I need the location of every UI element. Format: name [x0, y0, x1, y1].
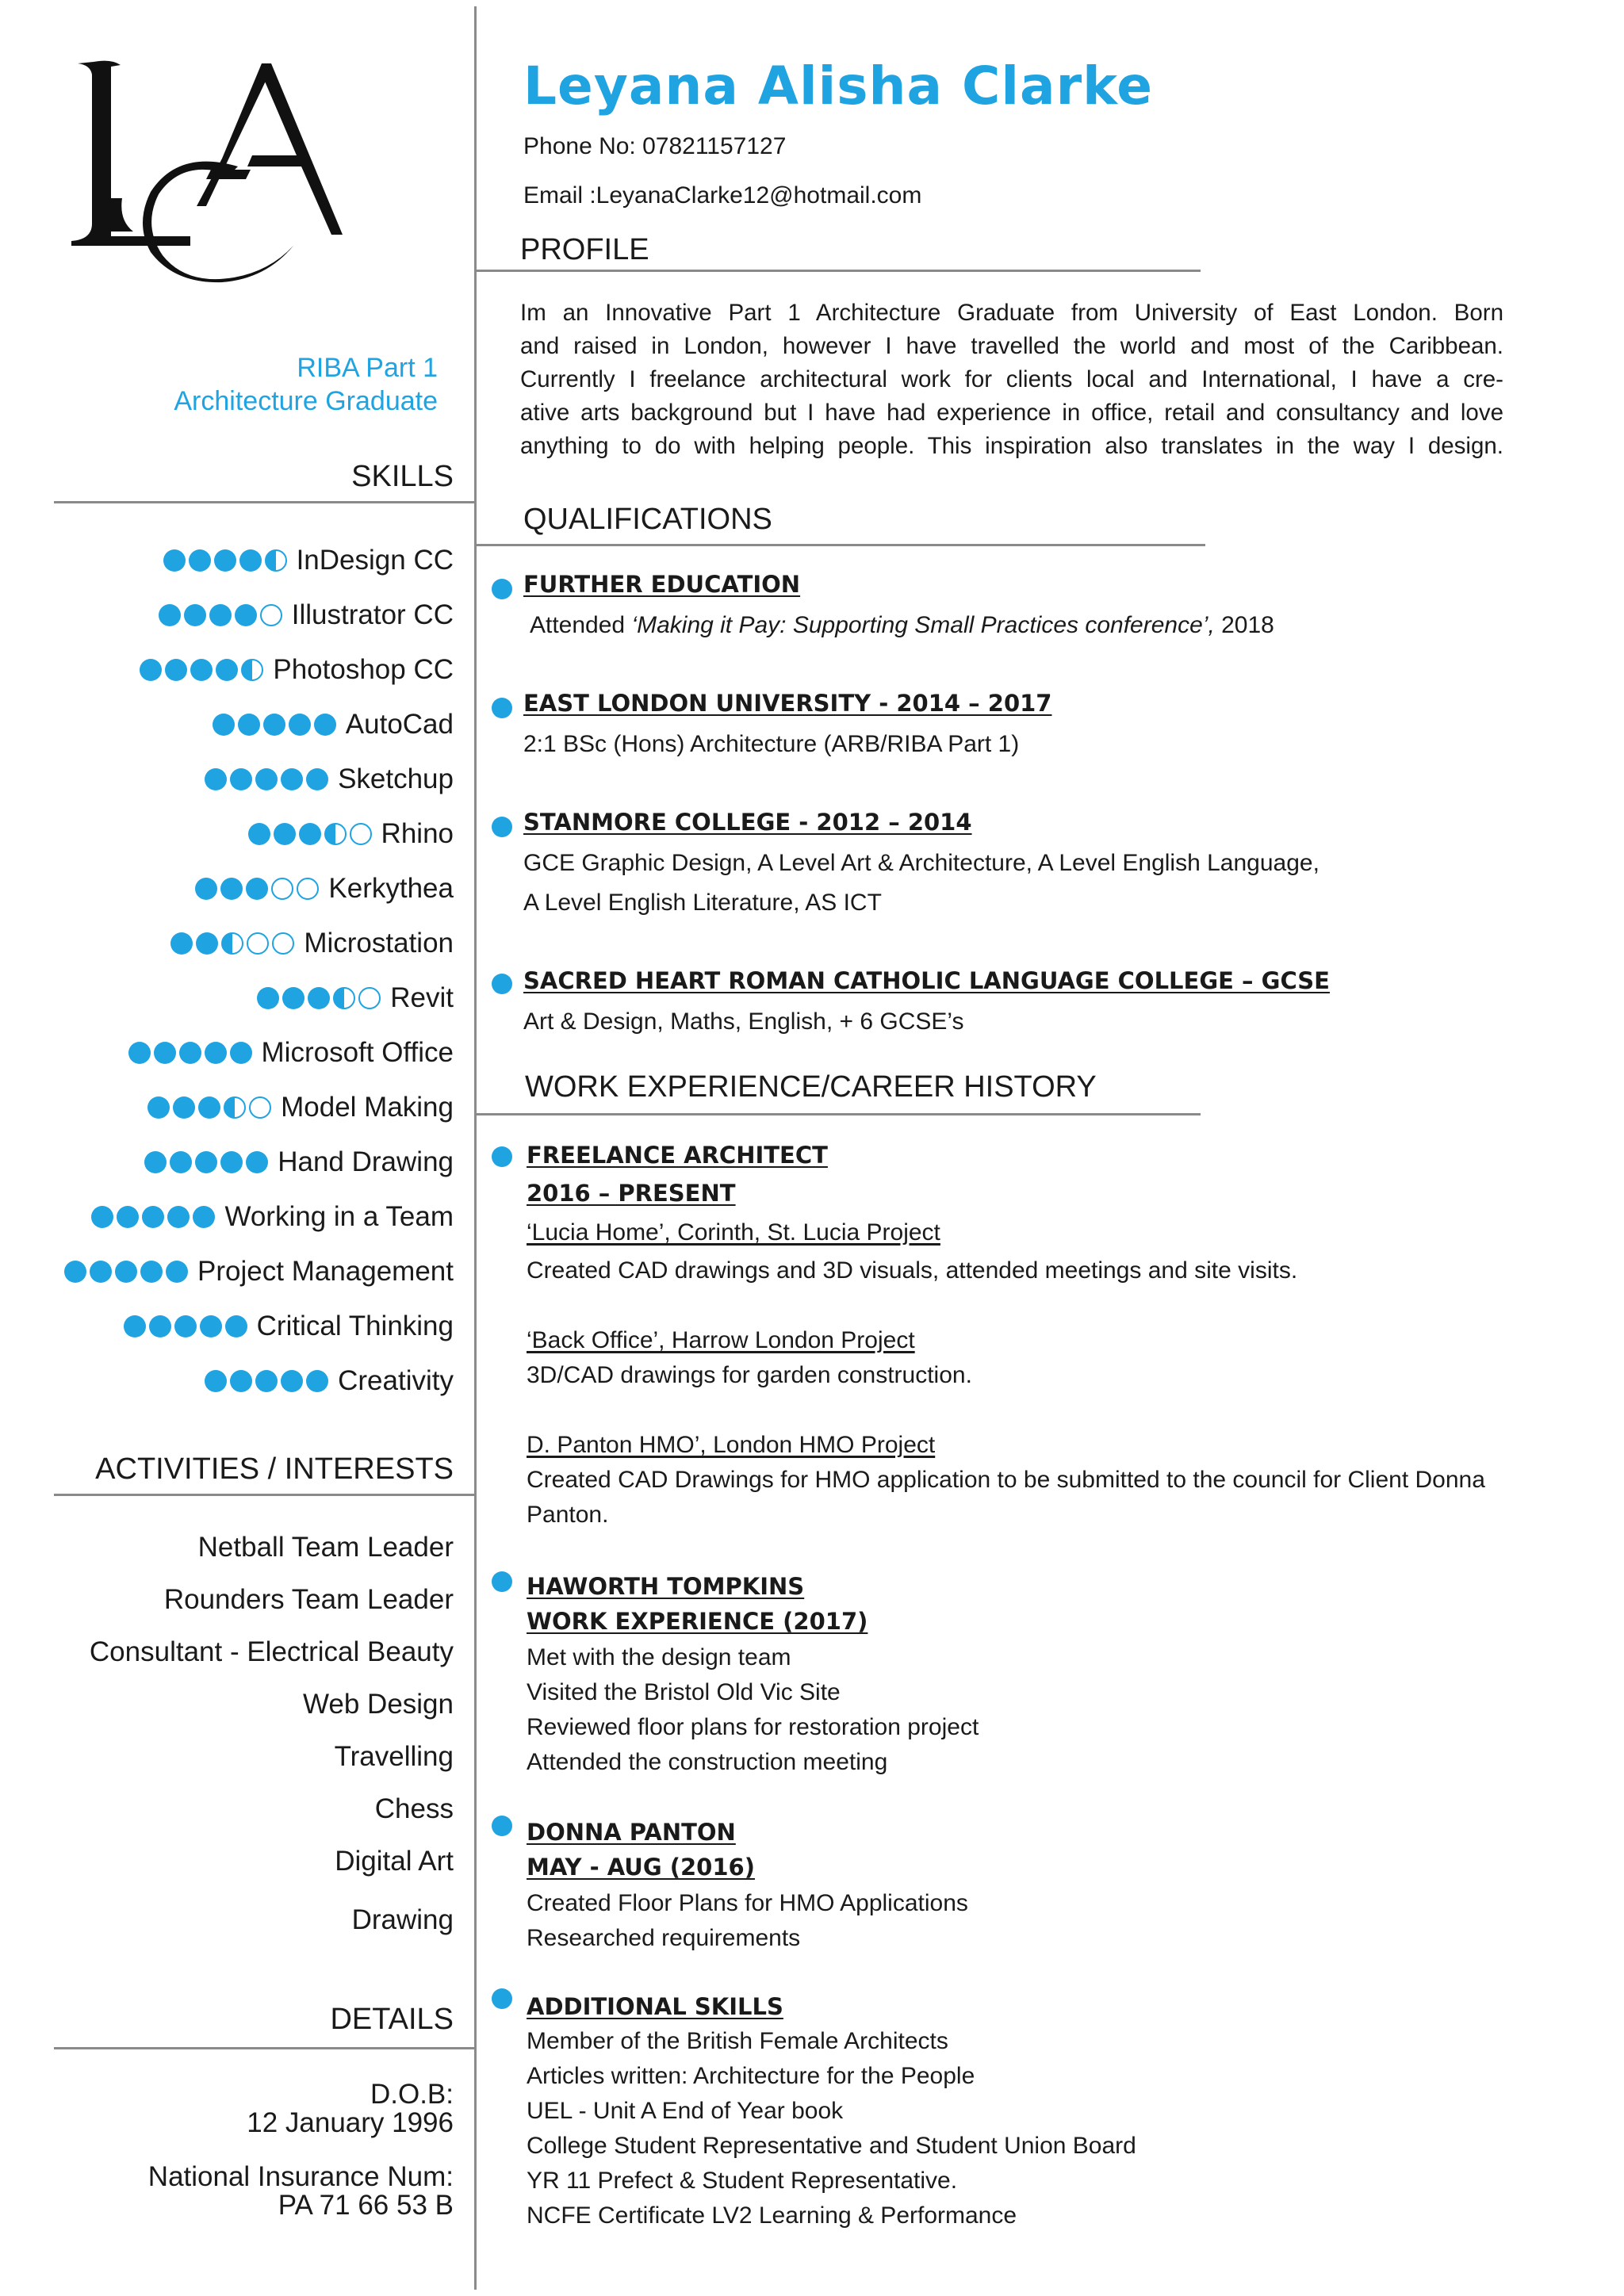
skill-item — [201, 1361, 454, 1401]
rating-dot-icon — [170, 932, 193, 955]
rating-dot-icon — [274, 823, 296, 845]
skill-rating — [209, 714, 336, 736]
dob-value: 12 January 1996 — [247, 2107, 454, 2138]
skill-rating — [192, 878, 319, 900]
rating-dot-icon — [230, 1042, 252, 1064]
skill-item — [254, 978, 454, 1018]
skill-item — [136, 650, 454, 690]
rating-dot-icon — [241, 659, 263, 681]
interest-item: Chess — [374, 1793, 454, 1824]
skill-rating — [125, 1042, 252, 1064]
rating-dot-icon — [91, 1206, 113, 1228]
rating-dot-icon — [230, 1370, 252, 1392]
rating-dot-icon — [193, 1206, 215, 1228]
project-title: D. Panton HMO’, London HMO Project — [527, 1432, 936, 1458]
monogram-logo — [63, 48, 349, 301]
rating-dot-icon — [196, 932, 218, 955]
rating-dot-icon — [209, 604, 232, 626]
skill-label: Critical Thinking — [256, 1311, 454, 1341]
rating-dot-icon — [216, 659, 238, 681]
section-title: ADDITIONAL SKILLS — [527, 1993, 783, 2020]
rating-dot-icon — [230, 768, 252, 790]
skill-label: Illustrator CC — [291, 599, 454, 630]
rating-dot-icon — [297, 878, 319, 900]
qualification-detail — [530, 612, 1274, 639]
rating-dot-icon — [263, 714, 285, 736]
rating-dot-icon — [140, 1261, 163, 1283]
skill-item — [201, 760, 454, 799]
qualification-title: EAST LONDON UNIVERSITY - 2014 – 2017 — [523, 690, 1052, 717]
qualifications-heading: QUALIFICATIONS — [523, 503, 772, 536]
qualification-detail: 2:1 BSc (Hons) Architecture (ARB/RIBA Part 1) — [523, 731, 1020, 757]
skill-item — [125, 1033, 454, 1073]
rating-dot-icon — [165, 659, 187, 681]
qualification-detail: GCE Graphic Design, A Level Art & Architecture, A Level English Language, — [523, 850, 1320, 876]
rating-dot-icon — [246, 878, 268, 900]
skill-rating — [201, 768, 328, 790]
rating-dot-icon — [159, 604, 181, 626]
interest-item: Rounders Team Leader — [163, 1584, 454, 1615]
rating-dot-icon — [205, 1370, 227, 1392]
rating-dot-icon — [247, 932, 269, 955]
work-heading: WORK EXPERIENCE/CAREER HISTORY — [525, 1070, 1097, 1104]
skill-rating — [61, 1261, 188, 1283]
skill-label: Kerkythea — [328, 873, 454, 904]
timeline-bullet — [492, 974, 512, 994]
rating-dot-icon — [189, 549, 211, 572]
rating-dot-icon — [170, 1151, 192, 1173]
rating-dot-icon — [282, 987, 304, 1009]
list-item: Created Floor Plans for HMO Applications — [527, 1890, 968, 1916]
rating-dot-icon — [90, 1261, 112, 1283]
rating-dot-icon — [184, 604, 206, 626]
skills-rule — [54, 501, 474, 503]
list-item: NCFE Certificate LV2 Learning & Performance — [527, 2202, 1017, 2229]
interest-item: Digital Art — [335, 1846, 454, 1877]
rating-dot-icon — [239, 549, 262, 572]
rating-dot-icon — [358, 987, 381, 1009]
list-item: YR 11 Prefect & Student Representative. — [527, 2168, 958, 2194]
phone-number: Phone No: 07821157127 — [523, 133, 787, 159]
rating-dot-icon — [248, 823, 270, 845]
ni-label: National Insurance Num: — [147, 2161, 454, 2192]
list-item: Met with the design team — [527, 1644, 791, 1670]
rating-dot-icon — [308, 987, 330, 1009]
rating-dot-icon — [190, 659, 213, 681]
rating-dot-icon — [265, 549, 287, 572]
job-title: DONNA PANTON — [527, 1819, 736, 1846]
rating-dot-icon — [333, 987, 355, 1009]
dob-label: D.O.B: — [370, 2079, 454, 2110]
ni-value: PA 71 66 53 B — [278, 2190, 454, 2221]
rating-dot-icon — [128, 1042, 151, 1064]
interest-item: Web Design — [302, 1689, 454, 1720]
rating-dot-icon — [213, 714, 235, 736]
rating-dot-icon — [149, 1315, 171, 1337]
skill-label: Microsoft Office — [261, 1037, 454, 1068]
rating-dot-icon — [221, 932, 243, 955]
skills-heading: SKILLS — [351, 460, 454, 493]
skill-item — [121, 1307, 454, 1346]
column-divider — [474, 6, 477, 2290]
rating-dot-icon — [224, 1096, 246, 1119]
rating-dot-icon — [140, 659, 162, 681]
subtitle-line-1: RIBA Part 1 — [297, 353, 438, 383]
rating-dot-icon — [249, 1096, 271, 1119]
timeline-bullet — [492, 817, 512, 837]
skill-item — [167, 924, 454, 963]
job-dates: WORK EXPERIENCE (2017) — [527, 1608, 868, 1635]
rating-dot-icon — [205, 768, 227, 790]
rating-dot-icon — [147, 1096, 170, 1119]
skill-label: Sketchup — [338, 763, 454, 794]
profile-line: and raised in London, however I have travelled the world and most of the Caribbean. — [520, 333, 1503, 359]
skill-rating — [245, 823, 372, 845]
profile-line: anything to do with helping people. This inspiration also translates in the way I design. — [520, 433, 1503, 459]
skill-label: Hand Drawing — [278, 1146, 454, 1177]
profile-line: ative arts background but I have had experience in office, retail and consultancy and love — [520, 400, 1503, 426]
rating-dot-icon — [179, 1042, 201, 1064]
rating-dot-icon — [225, 1315, 247, 1337]
rating-dot-icon — [299, 823, 321, 845]
skill-rating — [201, 1370, 328, 1392]
email-address: Email :LeyanaClarke12@hotmail.com — [523, 182, 922, 209]
details-rule — [54, 2047, 474, 2049]
skill-rating — [254, 987, 381, 1009]
qualification-title: FURTHER EDUCATION — [523, 571, 801, 598]
skill-label: Project Management — [197, 1256, 454, 1287]
project-title: ‘Lucia Home’, Corinth, St. Lucia Project — [527, 1219, 940, 1246]
skill-item — [88, 1197, 454, 1237]
skill-rating — [144, 1096, 271, 1119]
skill-label: Revit — [390, 982, 454, 1013]
list-item: College Student Representative and Student Union Board — [527, 2133, 1136, 2159]
timeline-bullet — [492, 1571, 512, 1592]
rating-dot-icon — [214, 549, 236, 572]
timeline-bullet — [492, 1146, 512, 1167]
skill-label: Microstation — [304, 928, 454, 959]
rating-dot-icon — [167, 1206, 190, 1228]
rating-dot-icon — [142, 1206, 164, 1228]
skill-label: Creativity — [338, 1365, 454, 1396]
rating-dot-icon — [350, 823, 372, 845]
skill-rating — [167, 932, 294, 955]
qualifications-rule — [476, 544, 1205, 546]
rating-dot-icon — [154, 1042, 176, 1064]
rating-dot-icon — [238, 714, 260, 736]
interests-heading: ACTIVITIES / INTERESTS — [95, 1452, 454, 1486]
rating-dot-icon — [271, 878, 293, 900]
rating-dot-icon — [257, 987, 279, 1009]
rating-dot-icon — [246, 1151, 268, 1173]
rating-dot-icon — [260, 604, 282, 626]
project-text: Created CAD Drawings for HMO application to be submitted to the council for Client Donna — [527, 1467, 1485, 1493]
timeline-bullet — [492, 1816, 512, 1836]
rating-dot-icon — [255, 768, 278, 790]
rating-dot-icon — [198, 1096, 220, 1119]
work-rule — [476, 1113, 1201, 1115]
rating-dot-icon — [281, 768, 303, 790]
candidate-name: Leyana Alisha Clarke — [523, 55, 1154, 117]
skill-item — [144, 1088, 454, 1127]
list-item: Attended the construction meeting — [527, 1749, 888, 1775]
skill-rating — [155, 604, 282, 626]
rating-dot-icon — [314, 714, 336, 736]
rating-dot-icon — [115, 1261, 137, 1283]
project-title: ‘Back Office’, Harrow London Project — [527, 1327, 915, 1353]
list-item: Articles written: Architecture for the People — [527, 2063, 975, 2089]
rating-dot-icon — [195, 878, 217, 900]
rating-dot-icon — [64, 1261, 86, 1283]
list-item: Member of the British Female Architects — [527, 2028, 948, 2054]
q1-suffix: 2018 — [1214, 612, 1274, 638]
job-title: FREELANCE ARCHITECT — [527, 1142, 828, 1169]
skill-label: InDesign CC — [296, 545, 454, 576]
timeline-bullet — [492, 1988, 512, 2009]
rating-dot-icon — [144, 1151, 167, 1173]
skill-label: Working in a Team — [224, 1201, 454, 1232]
interest-item: Travelling — [334, 1741, 454, 1772]
list-item: Reviewed floor plans for restoration project — [527, 1714, 979, 1740]
skill-rating — [88, 1206, 215, 1228]
rating-dot-icon — [205, 1042, 227, 1064]
skill-label: Model Making — [281, 1092, 454, 1123]
rating-dot-icon — [173, 1096, 195, 1119]
qualification-title: SACRED HEART ROMAN CATHOLIC LANGUAGE COLLEGE – GCSE — [523, 967, 1330, 994]
rating-dot-icon — [220, 1151, 243, 1173]
rating-dot-icon — [166, 1261, 188, 1283]
q1-prefix: Attended — [530, 612, 632, 638]
list-item: Researched requirements — [527, 1925, 801, 1951]
skill-rating — [136, 659, 263, 681]
project-text: Panton. — [527, 1502, 609, 1528]
rating-dot-icon — [255, 1370, 278, 1392]
profile-rule — [476, 270, 1201, 272]
skill-item — [209, 705, 454, 744]
skill-label: AutoCad — [345, 709, 454, 740]
qualification-detail: A Level English Literature, AS ICT — [523, 890, 882, 916]
subtitle-line-2: Architecture Graduate — [174, 386, 438, 416]
skill-label: Photoshop CC — [273, 654, 454, 685]
skill-item — [245, 814, 454, 854]
skill-item — [141, 1142, 454, 1182]
interest-item: Drawing — [351, 1904, 454, 1935]
rating-dot-icon — [324, 823, 347, 845]
project-text: Created CAD drawings and 3D visuals, attended meetings and site visits. — [527, 1257, 1298, 1284]
job-dates: 2016 – PRESENT — [527, 1180, 736, 1207]
rating-dot-icon — [117, 1206, 139, 1228]
profile-text — [520, 297, 1503, 463]
timeline-bullet — [492, 698, 512, 718]
interest-item: Consultant - Electrical Beauty — [89, 1636, 454, 1667]
details-heading: DETAILS — [330, 2003, 454, 2036]
rating-dot-icon — [306, 1370, 328, 1392]
job-title: HAWORTH TOMPKINS — [527, 1573, 805, 1600]
qualification-detail: Art & Design, Maths, English, + 6 GCSE’s — [523, 1008, 964, 1035]
profile-line: Currently I freelance architectural work for clients local and International, I have a cre- — [520, 366, 1503, 392]
qualification-title: STANMORE COLLEGE - 2012 – 2014 — [523, 809, 972, 836]
list-item: Visited the Bristol Old Vic Site — [527, 1679, 841, 1705]
skill-rating — [141, 1151, 268, 1173]
skill-rating — [121, 1315, 247, 1337]
rating-dot-icon — [174, 1315, 197, 1337]
q1-italic: ‘Making it Pay: Supporting Small Practices conference’, — [631, 612, 1215, 638]
profile-heading: PROFILE — [520, 233, 649, 266]
rating-dot-icon — [235, 604, 257, 626]
timeline-bullet — [492, 579, 512, 599]
rating-dot-icon — [281, 1370, 303, 1392]
skill-item — [192, 869, 454, 909]
rating-dot-icon — [200, 1315, 222, 1337]
rating-dot-icon — [272, 932, 294, 955]
project-text: 3D/CAD drawings for garden construction. — [527, 1362, 972, 1388]
skill-label: Rhino — [381, 818, 454, 849]
job-dates: MAY - AUG (2016) — [527, 1854, 755, 1881]
skill-item — [155, 595, 454, 635]
skill-item — [160, 541, 454, 580]
rating-dot-icon — [220, 878, 243, 900]
interests-rule — [54, 1494, 474, 1496]
rating-dot-icon — [195, 1151, 217, 1173]
rating-dot-icon — [289, 714, 311, 736]
rating-dot-icon — [306, 768, 328, 790]
profile-line: Im an Innovative Part 1 Architecture Graduate from University of East London. Born — [520, 300, 1503, 326]
interest-item: Netball Team Leader — [197, 1532, 454, 1563]
rating-dot-icon — [163, 549, 186, 572]
list-item: UEL - Unit A End of Year book — [527, 2098, 844, 2124]
skill-item — [61, 1252, 454, 1292]
rating-dot-icon — [124, 1315, 146, 1337]
skill-rating — [160, 549, 287, 572]
